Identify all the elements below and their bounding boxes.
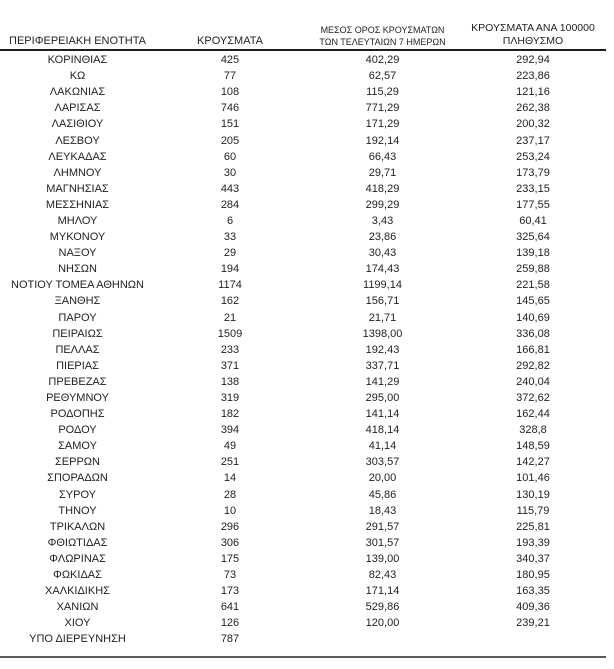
table-row: [0, 535, 606, 551]
cell-cases: 443: [220, 182, 240, 195]
cell-cases-per-100k: 60,41: [519, 214, 547, 227]
cell-regional-unit: ΝΗΣΩΝ: [58, 263, 97, 276]
cell-avg-7-days: 23,86: [368, 231, 397, 244]
header-avg-7-days: [305, 24, 460, 48]
cell-cases: 319: [220, 392, 240, 405]
table-row: [0, 487, 606, 503]
cell-cases-per-100k: 221,58: [516, 279, 550, 292]
cell-cases: 641: [220, 601, 240, 614]
table-row: [0, 519, 606, 535]
cell-cases: 33: [223, 231, 237, 244]
cell-avg-7-days: 418,14: [365, 424, 400, 437]
table-row: [0, 470, 606, 486]
cell-cases: 77: [223, 70, 237, 83]
cell-avg-7-days: 156,71: [365, 295, 400, 308]
cell-avg-7-days: 21,71: [368, 311, 397, 324]
header-avg-7-days-line1: ΜΕΣΟΣ ΟΡΟΣ ΚΡΟΥΣΜΑΤΩΝ: [320, 25, 445, 35]
table-row: [0, 438, 606, 454]
cell-cases-per-100k: 145,65: [516, 295, 550, 308]
cell-cases-per-100k: 237,17: [516, 134, 550, 147]
cell-regional-unit: ΝΑΞΟΥ: [58, 247, 97, 260]
table-row: [0, 374, 606, 390]
cell-cases: 60: [223, 150, 237, 163]
cell-avg-7-days: 192,43: [365, 343, 400, 356]
cell-avg-7-days: 303,57: [365, 456, 400, 469]
cell-regional-unit: ΚΩ: [69, 70, 86, 83]
cell-regional-unit: ΠΡΕΒΕΖΑΣ: [48, 375, 107, 388]
cell-cases: 29: [223, 247, 237, 260]
cell-avg-7-days: 337,71: [365, 359, 400, 372]
cell-avg-7-days: 301,57: [365, 536, 400, 549]
cell-cases-per-100k: 177,55: [516, 198, 550, 211]
cell-avg-7-days: 66,43: [368, 150, 397, 163]
cell-cases-per-100k: 139,18: [516, 247, 550, 260]
cell-avg-7-days: 402,29: [365, 54, 400, 67]
cell-regional-unit: ΣΑΜΟΥ: [58, 440, 97, 453]
table-row: [0, 342, 606, 358]
cell-avg-7-days: 295,00: [365, 392, 400, 405]
header-regional-unit: ΠΕΡΙΦΕΡΕΙΑΚΗ ΕΝΟΤΗΤΑ: [9, 35, 146, 47]
cell-cases: 21: [223, 311, 237, 324]
cell-cases: 138: [220, 375, 240, 388]
table-row: [0, 165, 606, 181]
cell-cases-per-100k: 130,19: [516, 488, 550, 501]
cell-regional-unit: ΛΕΣΒΟΥ: [55, 134, 100, 147]
cell-cases: 425: [220, 54, 240, 67]
cell-avg-7-days: 174,43: [365, 263, 400, 276]
cell-cases-per-100k: 180,95: [516, 569, 550, 582]
cell-avg-7-days: 139,00: [365, 552, 400, 565]
cell-cases-per-100k: 409,36: [516, 601, 550, 614]
cell-cases: 151: [220, 118, 240, 131]
cell-avg-7-days: 529,86: [365, 601, 400, 614]
cell-avg-7-days: 62,57: [368, 70, 397, 83]
table-row: [0, 310, 606, 326]
cell-cases-per-100k: 162,44: [516, 408, 550, 421]
cell-cases-per-100k: 163,35: [516, 585, 550, 598]
cell-avg-7-days: 41,14: [368, 440, 397, 453]
cell-cases: 205: [220, 134, 240, 147]
cell-regional-unit: ΜΥΚΟΝΟΥ: [49, 231, 106, 244]
cell-regional-unit: ΧΑΝΙΩΝ: [56, 601, 99, 614]
cell-cases-per-100k: 259,88: [516, 263, 550, 276]
table-row: [0, 422, 606, 438]
cell-avg-7-days: 171,29: [365, 118, 400, 131]
cell-regional-unit: ΧΙΟΥ: [64, 617, 91, 630]
cell-cases: 175: [220, 552, 240, 565]
cell-cases: 6: [226, 214, 234, 227]
cell-cases-per-100k: 148,59: [516, 440, 550, 453]
cell-cases: 251: [220, 456, 240, 469]
table-row: [0, 245, 606, 261]
table-row: [0, 390, 606, 406]
cell-cases-per-100k: 292,94: [516, 54, 550, 67]
table-row: [0, 326, 606, 342]
cell-avg-7-days: 18,43: [368, 504, 397, 517]
table-row: [0, 631, 606, 647]
cell-cases: 173: [220, 585, 240, 598]
cell-cases: 746: [220, 102, 240, 115]
table-row: [0, 52, 606, 68]
table-row: [0, 583, 606, 599]
cell-cases-per-100k: 336,08: [516, 327, 550, 340]
cell-cases-per-100k: 292,82: [516, 359, 550, 372]
cell-regional-unit: ΣΕΡΡΩΝ: [55, 456, 100, 469]
cell-regional-unit: ΛΑΚΩΝΙΑΣ: [49, 86, 106, 99]
table-row: [0, 277, 606, 293]
cell-cases: 194: [220, 263, 240, 276]
cell-avg-7-days: 20,00: [368, 472, 397, 485]
cell-regional-unit: ΛΑΡΙΣΑΣ: [54, 102, 101, 115]
cell-cases-per-100k: 101,46: [516, 472, 550, 485]
cell-avg-7-days: 1398,00: [362, 327, 403, 340]
cell-regional-unit: ΡΟΔΟΥ: [58, 424, 97, 437]
cell-cases: 371: [220, 359, 240, 372]
table-row: [0, 261, 606, 277]
cell-avg-7-days: 30,43: [368, 247, 397, 260]
cell-avg-7-days: 291,57: [365, 520, 400, 533]
cell-regional-unit: ΝΟΤΙΟΥ ΤΟΜΕΑ ΑΘΗΝΩΝ: [11, 279, 144, 292]
table-row: [0, 116, 606, 132]
cell-cases-per-100k: 240,04: [516, 375, 550, 388]
cell-regional-unit: ΠΑΡΟΥ: [58, 311, 97, 324]
cell-cases-per-100k: 340,37: [516, 552, 550, 565]
cell-avg-7-days: 3,43: [371, 214, 394, 227]
cell-regional-unit: ΚΟΡΙΝΘΙΑΣ: [47, 54, 108, 67]
cell-cases: 30: [223, 166, 237, 179]
table-row: [0, 406, 606, 422]
table-row: [0, 132, 606, 148]
cell-regional-unit: ΣΠΟΡΑΔΩΝ: [47, 472, 108, 485]
cell-cases-per-100k: 193,39: [516, 536, 550, 549]
cell-cases: 14: [223, 472, 237, 485]
cell-avg-7-days: 45,86: [368, 488, 397, 501]
cell-cases-per-100k: 142,27: [516, 456, 550, 469]
cell-regional-unit: ΜΑΓΝΗΣΙΑΣ: [46, 182, 109, 195]
cell-regional-unit: ΜΗΛΟΥ: [57, 214, 98, 227]
cell-regional-unit: ΧΑΛΚΙΔΙΚΗΣ: [45, 585, 110, 598]
cell-cases: 787: [220, 633, 240, 646]
cell-regional-unit: ΛΗΜΝΟΥ: [53, 166, 102, 179]
cell-regional-unit: ΠΕΛΛΑΣ: [55, 343, 100, 356]
cell-cases: 28: [223, 488, 237, 501]
cell-avg-7-days: 418,29: [365, 182, 400, 195]
cell-regional-unit: ΥΠΟ ΔΙΕΡΕΥΝΗΣΗ: [29, 633, 126, 646]
header-cases-per-100k: [460, 22, 606, 48]
cell-cases-per-100k: 121,16: [516, 86, 550, 99]
cell-cases: 182: [220, 408, 240, 421]
table-row: [0, 149, 606, 165]
table-row: [0, 615, 606, 631]
cell-regional-unit: ΛΑΣΙΘΙΟΥ: [51, 118, 104, 131]
cell-cases-per-100k: 262,38: [516, 102, 550, 115]
cell-regional-unit: ΦΛΩΡΙΝΑΣ: [49, 552, 106, 565]
table-row: [0, 213, 606, 229]
cell-cases: 162: [220, 295, 240, 308]
cell-regional-unit: ΤΗΝΟΥ: [58, 504, 97, 517]
cell-regional-unit: ΠΕΙΡΑΙΩΣ: [52, 327, 103, 340]
cell-cases: 1174: [218, 279, 242, 292]
table-row: [0, 551, 606, 567]
header-cases-per-100k-line2: ΠΛΗΘΥΣΜΟ: [502, 35, 564, 47]
table-body: [0, 51, 606, 658]
cell-avg-7-days: 82,43: [368, 569, 397, 582]
cell-cases-per-100k: 115,79: [516, 504, 550, 517]
cell-cases-per-100k: 166,81: [516, 343, 550, 356]
cell-regional-unit: ΡΟΔΟΠΗΣ: [50, 408, 105, 421]
cell-regional-unit: ΜΕΣΣΗΝΙΑΣ: [45, 198, 110, 211]
table-row: [0, 84, 606, 100]
cell-avg-7-days: 120,00: [365, 617, 400, 630]
cell-cases: 306: [220, 536, 240, 549]
cell-avg-7-days: 141,29: [365, 375, 400, 388]
cell-cases: 1509: [217, 327, 243, 340]
cell-cases: 233: [220, 343, 240, 356]
cell-cases-per-100k: 200,32: [516, 118, 550, 131]
table-row: [0, 100, 606, 116]
cell-regional-unit: ΠΙΕΡΙΑΣ: [56, 359, 99, 372]
cell-avg-7-days: 192,14: [365, 134, 400, 147]
cell-cases-per-100k: 225,81: [516, 520, 550, 533]
cell-cases: 284: [220, 198, 240, 211]
cell-avg-7-days: 299,29: [365, 198, 400, 211]
cell-regional-unit: ΦΩΚΙΔΑΣ: [53, 569, 102, 582]
table-row: [0, 454, 606, 470]
cell-cases: 126: [220, 617, 240, 630]
cell-avg-7-days: 141,14: [365, 408, 400, 421]
cell-avg-7-days: 29,71: [368, 166, 397, 179]
cell-regional-unit: ΦΘΙΩΤΙΔΑΣ: [47, 536, 108, 549]
table-row: [0, 68, 606, 84]
cell-cases: 73: [223, 569, 237, 582]
table-row: [0, 293, 606, 309]
cell-cases-per-100k: 328,8: [519, 424, 547, 437]
cell-regional-unit: ΞΑΝΘΗΣ: [54, 295, 101, 308]
cell-cases: 394: [220, 424, 240, 437]
header-cases-per-100k-line1: ΚΡΟΥΣΜΑΤΑ ΑΝΑ 100000: [471, 22, 595, 34]
table-row: [0, 599, 606, 615]
cell-cases: 108: [220, 86, 240, 99]
cell-cases-per-100k: 372,62: [516, 392, 550, 405]
header-avg-7-days-line2: ΤΩΝ ΤΕΛΕΥΤΑΙΩΝ 7 ΗΜΕΡΩΝ: [319, 37, 446, 47]
table-row: [0, 181, 606, 197]
header-cases: ΚΡΟΥΣΜΑΤΑ: [197, 35, 263, 47]
cell-cases-per-100k: 253,24: [516, 150, 550, 163]
table-row: [0, 567, 606, 583]
cell-cases: 49: [223, 440, 237, 453]
table-row: [0, 358, 606, 374]
cell-cases-per-100k: 173,79: [516, 166, 550, 179]
cell-regional-unit: ΤΡΙΚΑΛΩΝ: [49, 520, 106, 533]
cell-cases-per-100k: 233,15: [516, 182, 550, 195]
table-row: [0, 503, 606, 519]
table-row: [0, 197, 606, 213]
cell-cases-per-100k: 239,21: [516, 617, 550, 630]
cell-regional-unit: ΣΥΡΟΥ: [58, 488, 96, 501]
cell-regional-unit: ΛΕΥΚΑΔΑΣ: [48, 150, 107, 163]
cell-avg-7-days: 171,14: [365, 585, 400, 598]
table-header-row: [0, 22, 606, 51]
cell-cases: 296: [220, 520, 240, 533]
cell-avg-7-days: 771,29: [365, 102, 400, 115]
cell-cases-per-100k: 325,64: [516, 231, 550, 244]
cell-cases-per-100k: 223,86: [516, 70, 550, 83]
cell-cases-per-100k: 140,69: [516, 311, 550, 324]
cell-cases: 10: [223, 504, 237, 517]
cell-regional-unit: ΡΕΘΥΜΝΟΥ: [46, 392, 109, 405]
table-row: [0, 229, 606, 245]
cell-avg-7-days: 1199,14: [363, 279, 402, 292]
cell-avg-7-days: 115,29: [366, 86, 399, 99]
